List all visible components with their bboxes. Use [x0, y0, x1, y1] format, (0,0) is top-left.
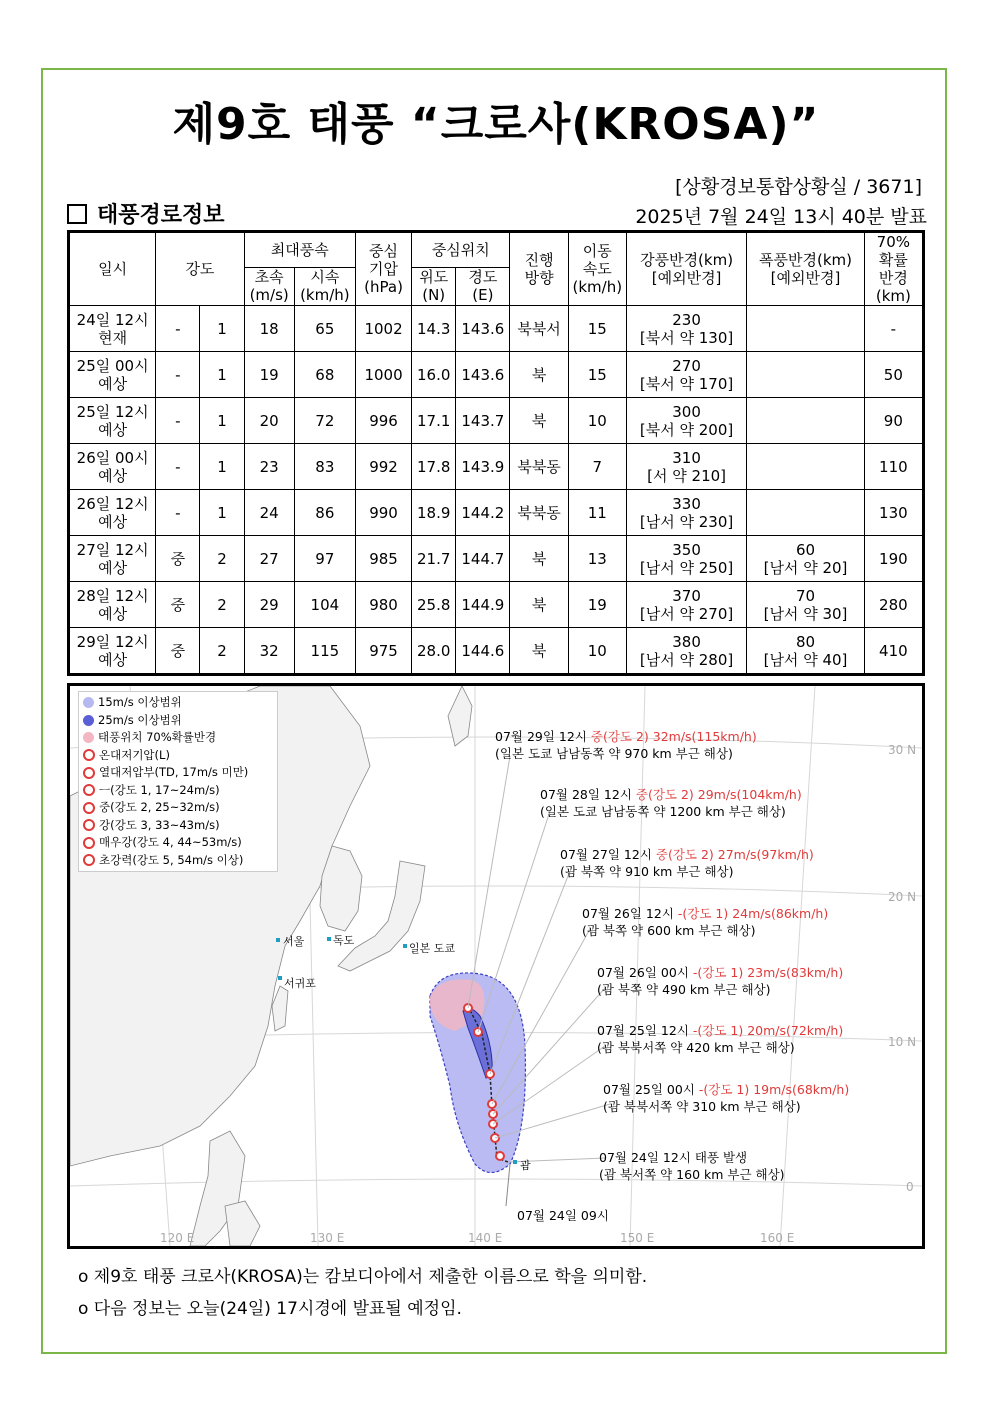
- cell-hpa: 996: [355, 398, 411, 444]
- page-title: 제9호 태풍 “크로사(KROSA)”: [172, 99, 820, 150]
- note-1: o 제9호 태풍 크로사(KROSA)는 캄보디아에서 제출한 이름으로 학을 의미함.: [78, 1267, 648, 1287]
- cell-lat: 18.9: [412, 490, 456, 536]
- cell-prob: 280: [864, 582, 923, 628]
- table-row: [69, 628, 924, 675]
- lon-label-150: 150 E: [620, 1231, 655, 1245]
- cell-ms: 19: [244, 352, 294, 398]
- track-annotation: [599, 1149, 785, 1183]
- cell-time: 27일 12시 예상: [69, 536, 156, 582]
- lon-label-140: 140 E: [468, 1231, 503, 1245]
- annotation-intensity: -(강도 1) 24m/s(86km/h): [677, 906, 829, 921]
- cell-level: 1: [200, 398, 244, 444]
- cell-lon: 143.6: [456, 306, 510, 352]
- legend-label: 열대저압부(TD, 17m/s 미만): [99, 765, 249, 779]
- cell-dir: 북: [510, 536, 568, 582]
- start-time-label: 07월 24일 09시: [517, 1208, 609, 1223]
- cell-speed: 15: [568, 306, 626, 352]
- annotation-time: 07월 29일 12시: [495, 729, 591, 744]
- annotation-line1: [599, 1149, 785, 1166]
- cell-kmh: 97: [294, 536, 355, 582]
- cell-lon: 143.7: [456, 398, 510, 444]
- cell-kmh: 83: [294, 444, 355, 490]
- cell-storm: 70 [남서 약 30]: [747, 582, 864, 628]
- cell-hpa: 1002: [355, 306, 411, 352]
- cell-ms: 27: [244, 536, 294, 582]
- cell-speed: 13: [568, 536, 626, 582]
- track-annotation: [597, 964, 843, 998]
- annotation-time: 07월 26일 00시: [597, 965, 693, 980]
- cell-grade: 중: [156, 582, 200, 628]
- header-wind-kmh: 시속 (km/h): [294, 267, 355, 305]
- track-annotation: [560, 846, 814, 880]
- cell-time: 25일 12시 예상: [69, 398, 156, 444]
- annotation-line1: [495, 728, 757, 745]
- lat-label-10: 10 N: [888, 1035, 917, 1049]
- annotation-intensity: 중(강도 2) 27m/s(97km/h): [655, 847, 814, 862]
- annotation-line1: [560, 846, 814, 863]
- cell-speed: 10: [568, 628, 626, 675]
- legend-item: [83, 712, 273, 730]
- cell-ms: 32: [244, 628, 294, 675]
- annotation-line1: [540, 786, 802, 803]
- header-max-wind: 최대풍속: [244, 232, 355, 268]
- header-strong-radius: 강풍반경(km) [예외반경]: [626, 232, 746, 306]
- cell-kmh: 104: [294, 582, 355, 628]
- legend-item: [83, 817, 273, 835]
- legend-swatch-icon: [83, 732, 94, 743]
- cell-kmh: 86: [294, 490, 355, 536]
- annotation-location: (일본 도쿄 남남동쪽 약 970 km 부근 해상): [495, 746, 733, 761]
- cell-grade: -: [156, 444, 200, 490]
- table-row: [69, 490, 924, 536]
- place-seoul: 서울: [283, 935, 305, 948]
- legend-label: 중(강도 2, 25~32m/s): [99, 800, 220, 814]
- header-lon: 경도 (E): [456, 267, 510, 305]
- cell-grade: -: [156, 490, 200, 536]
- legend-item: [83, 782, 273, 800]
- cell-prob: -: [864, 306, 923, 352]
- annotation-intensity: 중(강도 2) 32m/s(115km/h): [590, 729, 757, 744]
- cell-ms: 29: [244, 582, 294, 628]
- legend-label: ㅡ(강도 1, 17~24m/s): [99, 782, 220, 797]
- legend-item: [83, 747, 273, 765]
- cell-storm: [747, 306, 864, 352]
- legend-label: 태풍위치 70%확률반경: [98, 730, 217, 744]
- header-pressure: 중심 기압 (hPa): [355, 232, 411, 306]
- annotation-location: (괌 북쪽 약 910 km 부근 해상): [560, 864, 734, 879]
- cell-hpa: 990: [355, 490, 411, 536]
- header-center: 중심위치: [412, 232, 510, 268]
- annotation-intensity: -(강도 1) 23m/s(83km/h): [692, 965, 844, 980]
- table-row: [69, 306, 924, 352]
- map-legend: [78, 691, 278, 872]
- typhoon-track-table: [67, 230, 925, 676]
- cell-strong: 330 [남서 약 230]: [626, 490, 746, 536]
- cell-dir: 북: [510, 582, 568, 628]
- cell-lat: 28.0: [412, 628, 456, 675]
- cell-prob: 50: [864, 352, 923, 398]
- legend-swatch-icon: [83, 802, 95, 814]
- cell-strong: 270 [북서 약 170]: [626, 352, 746, 398]
- cell-time: 24일 12시 현재: [69, 306, 156, 352]
- place-seogwipo: 서귀포: [284, 977, 316, 990]
- annotation-intensity: -(강도 1) 19m/s(68km/h): [698, 1082, 850, 1097]
- annotation-time: 07월 25일 00시: [603, 1082, 699, 1097]
- lat-label-0: 0: [906, 1180, 914, 1194]
- annotation-line1: [603, 1081, 849, 1098]
- cell-lat: 21.7: [412, 536, 456, 582]
- issued-at: 2025년 7월 24일 13시 40분 발표: [635, 206, 927, 228]
- annotation-line1: [597, 964, 843, 981]
- header-speed: 이동 속도 (km/h): [568, 232, 626, 306]
- cell-storm: [747, 490, 864, 536]
- cell-storm: [747, 398, 864, 444]
- legend-label: 강(강도 3, 33~43m/s): [99, 817, 220, 832]
- cell-lat: 25.8: [412, 582, 456, 628]
- cell-ms: 18: [244, 306, 294, 352]
- cell-lat: 17.8: [412, 444, 456, 490]
- annotation-time: 07월 25일 12시: [597, 1023, 693, 1038]
- lon-label-130: 130 E: [310, 1231, 345, 1245]
- cell-hpa: 975: [355, 628, 411, 675]
- cell-grade: 중: [156, 628, 200, 675]
- track-annotation: [582, 905, 828, 939]
- cell-grade: 중: [156, 536, 200, 582]
- annotation-location: (괌 북쪽 약 600 km 부근 해상): [582, 923, 756, 938]
- cell-level: 1: [200, 490, 244, 536]
- header-intensity: 강도: [156, 232, 244, 306]
- legend-swatch-icon: [83, 819, 95, 831]
- cell-level: 2: [200, 582, 244, 628]
- annotation-line1: [597, 1022, 843, 1039]
- annotation-location: (괌 북서쪽 약 160 km 부근 해상): [599, 1167, 785, 1182]
- cell-level: 1: [200, 306, 244, 352]
- cell-ms: 24: [244, 490, 294, 536]
- legend-swatch-icon: [83, 854, 95, 866]
- cell-lat: 16.0: [412, 352, 456, 398]
- cell-grade: -: [156, 306, 200, 352]
- cell-ms: 20: [244, 398, 294, 444]
- legend-item: [83, 729, 273, 747]
- section-heading: [67, 198, 225, 229]
- cell-ms: 23: [244, 444, 294, 490]
- cell-level: 1: [200, 352, 244, 398]
- lat-label-30: 30 N: [888, 743, 917, 757]
- cell-lon: 144.9: [456, 582, 510, 628]
- annotation-intensity: 중(강도 2) 29m/s(104km/h): [635, 787, 802, 802]
- lat-label-20: 20 N: [888, 890, 917, 904]
- cell-kmh: 72: [294, 398, 355, 444]
- cell-dir: 북북동: [510, 444, 568, 490]
- annotation-line1: [582, 905, 828, 922]
- legend-swatch-icon: [83, 749, 95, 761]
- cell-storm: [747, 352, 864, 398]
- cell-speed: 11: [568, 490, 626, 536]
- cell-dir: 북: [510, 398, 568, 444]
- table-row: [69, 398, 924, 444]
- cell-lon: 144.6: [456, 628, 510, 675]
- cell-prob: 130: [864, 490, 923, 536]
- cell-time: 26일 00시 예상: [69, 444, 156, 490]
- cell-lon: 144.2: [456, 490, 510, 536]
- issuer: [상황경보통합상황실 / 3671]: [675, 176, 922, 198]
- cell-grade: -: [156, 352, 200, 398]
- cell-dir: 북: [510, 628, 568, 675]
- legend-swatch-icon: [83, 697, 94, 708]
- cell-lon: 144.7: [456, 536, 510, 582]
- annotation-time: 07월 24일 12시 태풍 발생: [599, 1150, 748, 1165]
- annotation-time: 07월 26일 12시: [582, 906, 678, 921]
- checkbox-icon: [67, 204, 87, 224]
- legend-item: [83, 694, 273, 712]
- legend-label: 15m/s 이상범위: [98, 695, 182, 709]
- cell-strong: 300 [북서 약 200]: [626, 398, 746, 444]
- track-point-24: [496, 1152, 504, 1160]
- legend-swatch-icon: [83, 715, 94, 726]
- cell-strong: 350 [남서 약 250]: [626, 536, 746, 582]
- header-time: 일시: [69, 232, 156, 306]
- legend-item: [83, 834, 273, 852]
- cell-speed: 10: [568, 398, 626, 444]
- cell-hpa: 992: [355, 444, 411, 490]
- cell-lat: 17.1: [412, 398, 456, 444]
- track-annotation: [597, 1022, 843, 1056]
- cell-dir: 북북동: [510, 490, 568, 536]
- cell-strong: 370 [남서 약 270]: [626, 582, 746, 628]
- cell-speed: 7: [568, 444, 626, 490]
- header-direction: 진행 방향: [510, 232, 568, 306]
- table-row: [69, 352, 924, 398]
- cell-strong: 380 [남서 약 280]: [626, 628, 746, 675]
- cell-kmh: 115: [294, 628, 355, 675]
- cell-strong: 310 [서 약 210]: [626, 444, 746, 490]
- section-title: 태풍경로정보: [97, 203, 225, 228]
- annotation-location: (괌 북쪽 약 490 km 부근 해상): [597, 982, 771, 997]
- legend-item: [83, 852, 273, 870]
- cell-time: 25일 00시 예상: [69, 352, 156, 398]
- lon-label-160: 160 E: [760, 1231, 795, 1245]
- annotation-intensity: -(강도 1) 20m/s(72km/h): [692, 1023, 844, 1038]
- cell-grade: -: [156, 398, 200, 444]
- header-prob-radius: 70% 확률 반경 (km): [864, 232, 923, 306]
- cell-kmh: 65: [294, 306, 355, 352]
- cell-strong: 230 [북서 약 130]: [626, 306, 746, 352]
- cell-level: 2: [200, 628, 244, 675]
- legend-swatch-icon: [83, 784, 95, 796]
- cell-time: 29일 12시 예상: [69, 628, 156, 675]
- header-wind-ms: 초속 (m/s): [244, 267, 294, 305]
- cell-level: 2: [200, 536, 244, 582]
- cell-prob: 110: [864, 444, 923, 490]
- place-guam: 괌: [520, 1159, 531, 1172]
- legend-label: 초강력(강도 5, 54m/s 이상): [99, 852, 244, 867]
- legend-label: 25m/s 이상범위: [98, 712, 182, 727]
- place-tokyo: 일본 도쿄: [409, 942, 456, 955]
- legend-item: [83, 799, 273, 817]
- track-annotation: [540, 786, 802, 820]
- cell-dir: 북북서: [510, 306, 568, 352]
- cell-storm: [747, 444, 864, 490]
- legend-swatch-icon: [83, 837, 95, 849]
- cell-level: 1: [200, 444, 244, 490]
- table-row: [69, 582, 924, 628]
- legend-label: 매우강(강도 4, 44~53m/s): [99, 835, 242, 849]
- typhoon-track-map: [67, 683, 925, 1249]
- legend-swatch-icon: [83, 767, 95, 779]
- cell-prob: 410: [864, 628, 923, 675]
- table-row: [69, 444, 924, 490]
- cell-dir: 북: [510, 352, 568, 398]
- header-lat: 위도 (N): [412, 267, 456, 305]
- header-storm-radius: 폭풍반경(km) [예외반경]: [747, 232, 864, 306]
- annotation-location: (괌 북북서쪽 약 420 km 부근 해상): [597, 1040, 795, 1055]
- cell-hpa: 980: [355, 582, 411, 628]
- cell-lon: 143.9: [456, 444, 510, 490]
- cell-kmh: 68: [294, 352, 355, 398]
- cell-storm: 60 [남서 약 20]: [747, 536, 864, 582]
- legend-label: 온대저기압(L): [99, 747, 170, 762]
- cell-prob: 90: [864, 398, 923, 444]
- place-dokdo: 독도: [333, 934, 355, 947]
- annotation-location: (괌 북북서쪽 약 310 km 부근 해상): [603, 1099, 801, 1114]
- cell-speed: 15: [568, 352, 626, 398]
- annotation-time: 07월 27일 12시: [560, 847, 656, 862]
- note-2: o 다음 정보는 오늘(24일) 17시경에 발표될 예정임.: [78, 1299, 462, 1319]
- lon-label-120: 120 E: [160, 1231, 195, 1245]
- cell-speed: 19: [568, 582, 626, 628]
- cell-time: 26일 12시 예상: [69, 490, 156, 536]
- legend-item: [83, 764, 273, 782]
- table-row: [69, 536, 924, 582]
- cell-time: 28일 12시 예상: [69, 582, 156, 628]
- track-annotation: [495, 728, 757, 762]
- annotation-time: 07월 28일 12시: [540, 787, 636, 802]
- cell-hpa: 1000: [355, 352, 411, 398]
- track-annotation: [603, 1081, 849, 1115]
- cell-prob: 190: [864, 536, 923, 582]
- cell-lat: 14.3: [412, 306, 456, 352]
- cell-lon: 143.6: [456, 352, 510, 398]
- annotation-location: (일본 도쿄 남남동쪽 약 1200 km 부근 해상): [540, 804, 786, 819]
- cell-storm: 80 [남서 약 40]: [747, 628, 864, 675]
- cell-hpa: 985: [355, 536, 411, 582]
